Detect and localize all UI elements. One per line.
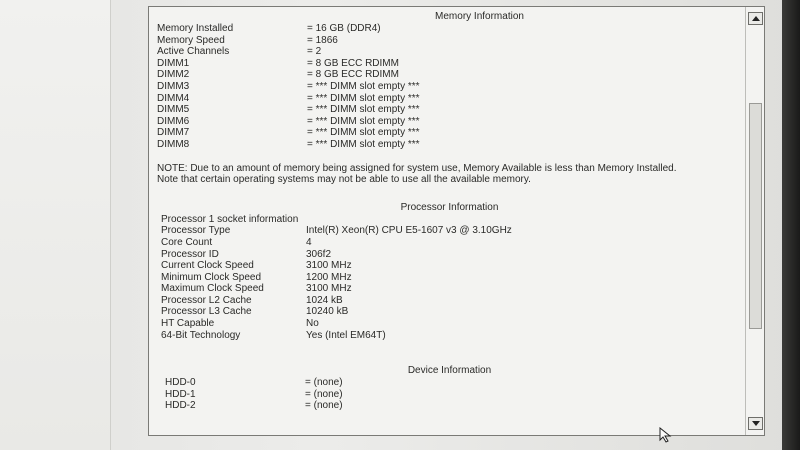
processor-label: Core Count [161, 236, 213, 248]
processor-row [161, 295, 742, 307]
processor-label: Processor L3 Cache [161, 306, 252, 318]
memory-value: = 1866 [307, 34, 338, 46]
memory-value: = 8 GB ECC RDIMM [307, 69, 399, 81]
system-information-content [157, 11, 742, 431]
memory-label: DIMM2 [157, 69, 190, 81]
memory-row [157, 69, 742, 81]
processor-row [161, 283, 742, 295]
memory-label: DIMM1 [157, 57, 190, 69]
processor-row [161, 318, 742, 330]
memory-note: NOTE: Due to an amount of memory being assigned for system use, Memory Available is less than Memory Installed. Note that certain operating systems may not be able to use all the available memory. [157, 162, 677, 186]
memory-value: = *** DIMM slot empty *** [307, 127, 420, 139]
memory-value: = *** DIMM slot empty *** [307, 115, 420, 127]
device-information-title: Device Information [407, 365, 492, 377]
processor-label: Processor L2 Cache [161, 294, 252, 306]
memory-label: DIMM7 [157, 127, 190, 139]
scroll-up-button[interactable] [748, 12, 763, 25]
device-value: = (none) [305, 377, 343, 389]
processor-value: 3100 MHz [306, 260, 352, 272]
memory-value: = 8 GB ECC RDIMM [307, 57, 399, 69]
device-info-list [157, 377, 742, 412]
memory-label: DIMM3 [157, 80, 190, 92]
memory-row [157, 46, 742, 58]
processor-value: Intel(R) Xeon(R) CPU E5-1607 v3 @ 3.10GHz [306, 225, 512, 237]
processor-row [161, 237, 742, 249]
processor-label: HT Capable [161, 318, 215, 330]
device-label: HDD-1 [165, 388, 196, 400]
scroll-down-button[interactable] [748, 417, 763, 430]
memory-label: DIMM5 [157, 104, 190, 116]
processor-value: No [306, 318, 319, 330]
memory-label: DIMM8 [157, 138, 190, 150]
memory-value: = *** DIMM slot empty *** [307, 104, 420, 116]
device-value: = (none) [305, 400, 343, 412]
processor-value: Yes (Intel EM64T) [306, 329, 386, 341]
processor-info-list [157, 214, 742, 342]
device-label: HDD-0 [165, 377, 196, 389]
processor-socket-label: Processor 1 socket information [161, 213, 299, 225]
memory-row [157, 116, 742, 128]
processor-value: 306f2 [306, 248, 332, 260]
memory-row [157, 58, 742, 70]
memory-value: = 16 GB (DDR4) [307, 23, 381, 34]
processor-row [161, 260, 742, 272]
up-arrow-icon [752, 16, 760, 21]
memory-row [157, 139, 742, 151]
processor-row [161, 306, 742, 318]
memory-row [157, 93, 742, 105]
processor-value: 1200 MHz [306, 271, 352, 283]
device-row [165, 377, 742, 389]
processor-value: 4 [306, 236, 312, 248]
scroll-thumb[interactable] [749, 103, 762, 329]
system-information-panel [148, 6, 765, 436]
memory-label: Memory Installed [157, 23, 234, 34]
left-pane [0, 0, 111, 450]
memory-row [157, 104, 742, 116]
processor-value: 3100 MHz [306, 283, 352, 295]
memory-value: = *** DIMM slot empty *** [307, 80, 420, 92]
memory-information-title: Memory Information [435, 11, 524, 22]
processor-value: 1024 kB [306, 294, 343, 306]
processor-row [161, 330, 742, 342]
monitor-bezel [782, 0, 800, 450]
processor-label: Processor Type [161, 225, 231, 237]
memory-value: = 2 [307, 46, 322, 58]
memory-row [157, 127, 742, 139]
device-label: HDD-2 [165, 400, 196, 412]
memory-row [157, 81, 742, 93]
memory-label: DIMM4 [157, 92, 190, 104]
device-value: = (none) [305, 388, 343, 400]
memory-label: Active Channels [157, 46, 230, 58]
memory-label: Memory Speed [157, 34, 225, 46]
processor-row [161, 249, 742, 261]
processor-row [161, 225, 742, 237]
processor-label: 64-Bit Technology [161, 329, 241, 341]
down-arrow-icon [752, 421, 760, 426]
vertical-scrollbar[interactable] [745, 7, 764, 435]
memory-value: = *** DIMM slot empty *** [307, 92, 420, 104]
processor-label: Current Clock Speed [161, 260, 254, 272]
memory-info-list [157, 23, 742, 151]
device-row [165, 400, 742, 412]
memory-value: = *** DIMM slot empty *** [307, 138, 420, 150]
processor-information-title: Processor Information [400, 201, 499, 213]
memory-label: DIMM6 [157, 115, 190, 127]
processor-label: Maximum Clock Speed [161, 283, 264, 295]
mouse-pointer-icon [659, 427, 675, 443]
memory-row [157, 23, 742, 35]
memory-row [157, 35, 742, 47]
processor-label: Processor ID [161, 248, 219, 260]
device-row [165, 389, 742, 401]
processor-value: 10240 kB [306, 306, 349, 318]
processor-row [161, 272, 742, 284]
processor-label: Minimum Clock Speed [161, 271, 262, 283]
